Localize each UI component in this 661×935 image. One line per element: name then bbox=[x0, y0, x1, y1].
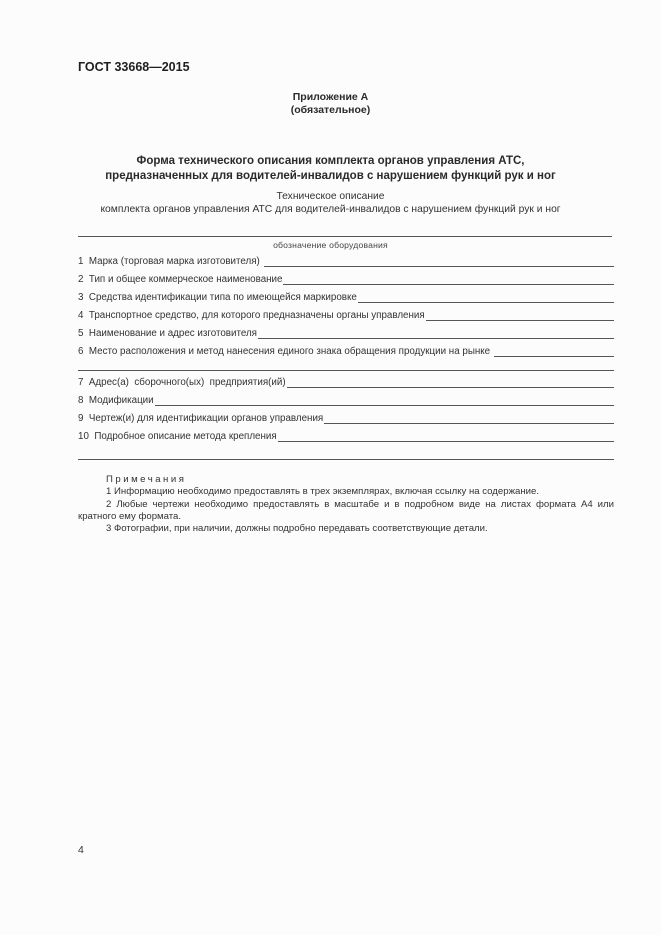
form-field-mounting-method-continuation[interactable] bbox=[78, 459, 614, 460]
form-field-mark-location-continuation[interactable] bbox=[78, 370, 614, 371]
notes-heading: Примечания bbox=[106, 474, 187, 485]
appendix-status: (обязательное) bbox=[290, 104, 371, 116]
field-fill-line[interactable] bbox=[264, 266, 614, 267]
appendix-title: Приложение А bbox=[292, 91, 369, 103]
field-fill-line[interactable] bbox=[358, 302, 614, 303]
field-fill-line[interactable] bbox=[324, 423, 614, 424]
equipment-designation-line[interactable] bbox=[78, 236, 612, 237]
standard-designation: ГОСТ 33668—2015 bbox=[78, 60, 190, 74]
form-subtitle bbox=[0, 190, 661, 216]
form-field-mounting-method[interactable] bbox=[78, 431, 614, 443]
form-field-assembly-plant[interactable] bbox=[78, 377, 614, 389]
form-field-type-identification[interactable] bbox=[78, 292, 614, 304]
field-label: 8 Модификации bbox=[78, 395, 154, 406]
equipment-designation-caption: обозначение оборудования bbox=[273, 240, 388, 250]
field-fill-line[interactable] bbox=[494, 356, 614, 357]
field-label: 4 Транспортное средство, для которого предназначены органы управления bbox=[78, 310, 425, 321]
field-fill-line[interactable] bbox=[155, 405, 614, 406]
form-title bbox=[0, 154, 661, 184]
field-label: 5 Наименование и адрес изготовителя bbox=[78, 328, 257, 339]
field-label: 1 Марка (торговая марка изготовителя) bbox=[78, 256, 263, 267]
field-fill-line[interactable] bbox=[426, 320, 614, 321]
note-item: 2 Любые чертежи необходимо предоставлять в масштабе и в подробном виде на листах формата А4 или кратного ему формата. bbox=[78, 498, 614, 522]
form-field-drawings[interactable] bbox=[78, 413, 614, 425]
field-label: 10 Подробное описание метода крепления bbox=[78, 431, 277, 442]
notes-section bbox=[78, 474, 614, 535]
field-fill-line[interactable] bbox=[287, 387, 614, 388]
field-label: 7 Адрес(а) сборочного(ых) предприятия(ий) bbox=[78, 377, 286, 388]
form-subtitle-line-2: комплекта органов управления АТС для водителей-инвалидов с нарушением функций рук и ног bbox=[100, 204, 561, 215]
form-field-modifications[interactable] bbox=[78, 395, 614, 407]
field-label: 3 Средства идентификации типа по имеющейся маркировке bbox=[78, 292, 357, 303]
field-fill-line[interactable] bbox=[278, 441, 614, 442]
form-title-line-2: предназначенных для водителей-инвалидов с нарушением функций рук и ног bbox=[105, 170, 556, 182]
field-label: 2 Тип и общее коммерческое наименование bbox=[78, 274, 283, 285]
form-title-line-1: Форма технического описания комплекта органов управления АТС, bbox=[136, 155, 525, 167]
appendix-heading bbox=[0, 91, 661, 117]
note-item: 3 Фотографии, при наличии, должны подробно передавать соответствующие детали. bbox=[106, 523, 488, 535]
form-subtitle-line-1: Техническое описание bbox=[276, 191, 385, 202]
field-label: 9 Чертеж(и) для идентификации органов управления bbox=[78, 413, 324, 424]
form-field-vehicle[interactable] bbox=[78, 310, 614, 322]
page-number: 4 bbox=[78, 844, 84, 856]
field-fill-line[interactable] bbox=[258, 338, 614, 339]
note-item: 1 Информацию необходимо предоставлять в трех экземплярах, включая ссылку на содержание. bbox=[106, 486, 539, 498]
form-field-mark-location[interactable] bbox=[78, 346, 614, 358]
form-field-type-name[interactable] bbox=[78, 274, 614, 286]
form-field-brand[interactable] bbox=[78, 256, 614, 268]
field-label: 6 Место расположения и метод нанесения единого знака обращения продукции на рынке bbox=[78, 346, 493, 357]
field-fill-line[interactable] bbox=[283, 284, 614, 285]
form-field-manufacturer[interactable] bbox=[78, 328, 614, 340]
